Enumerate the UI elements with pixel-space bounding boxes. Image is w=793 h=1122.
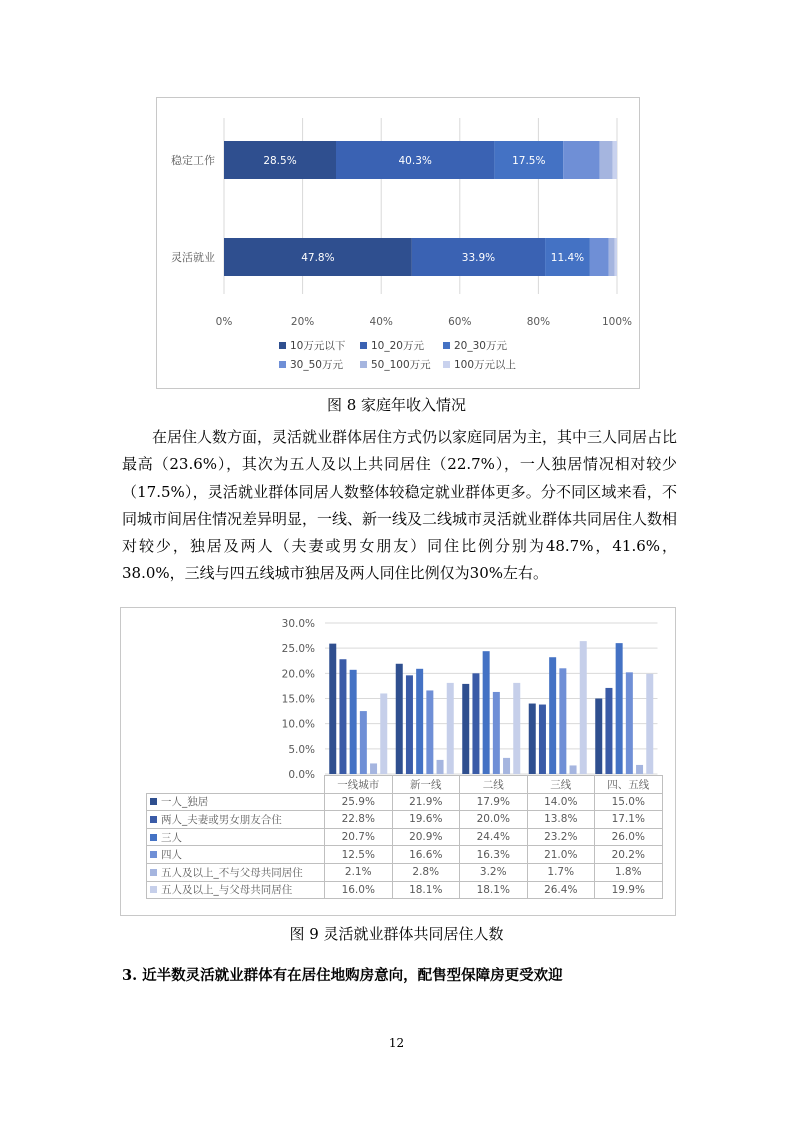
section-heading: 3. 近半数灵活就业群体有在居住地购房意向，配售型保障房更受欢迎 bbox=[122, 967, 563, 984]
column-bar bbox=[360, 711, 367, 774]
table-row bbox=[147, 811, 663, 829]
category-header: 四、五线 bbox=[595, 776, 663, 794]
column-bar bbox=[493, 692, 500, 774]
table-row bbox=[147, 863, 663, 881]
body-paragraph: 在居住人数方面，灵活就业群体居住方式仍以家庭同居为主，其中三人同居占比最高（23.6%），其次为五人及以上共同居住（22.7%），一人独居情况相对较少（17.5%），灵活就业群体同居人数整体较稳定就业群体更多。分不同区域来看，不同城市间居住情况差异明显，一线、新一线及二线城市灵活就业群体共同居住人数相对较少，独居及两人（夫妻或男女朋友）同住比例分别为48.7%，41.6%，38.0%，三线与四五线城市独居及两人同住比例仅为30%左右。 bbox=[122, 428, 678, 583]
data-label: 40.3% bbox=[398, 155, 432, 167]
table-cell: 1.8% bbox=[595, 863, 663, 881]
y-tick-label: 20.0% bbox=[281, 668, 315, 681]
y-tick-label: 5.0% bbox=[288, 743, 315, 756]
x-tick-label: 20% bbox=[290, 316, 315, 328]
data-label: 28.5% bbox=[263, 155, 297, 167]
column-bar bbox=[595, 699, 602, 775]
legend-swatch bbox=[360, 361, 367, 368]
legend-label: 50_100万元 bbox=[371, 359, 431, 371]
table-cell: 23.2% bbox=[527, 828, 595, 846]
column-bar bbox=[605, 688, 612, 774]
table-cell: 17.1% bbox=[595, 811, 663, 829]
legend-swatch bbox=[279, 361, 286, 368]
x-tick-label: 80% bbox=[526, 316, 551, 328]
y-tick-label: 0.0% bbox=[288, 769, 315, 778]
table-corner bbox=[147, 776, 325, 794]
bar-segment bbox=[613, 141, 617, 179]
table-cell: 20.0% bbox=[460, 811, 528, 829]
y-tick-label: 15.0% bbox=[281, 693, 315, 706]
column-bar bbox=[513, 683, 520, 774]
legend-swatch bbox=[443, 342, 450, 349]
legend-swatch bbox=[150, 869, 157, 876]
column-bar bbox=[406, 675, 413, 774]
column-bar bbox=[339, 659, 346, 774]
household-size-bar-chart bbox=[121, 608, 675, 778]
legend-label: 10万元以下 bbox=[290, 340, 346, 352]
data-label: 17.5% bbox=[512, 155, 546, 167]
table-cell: 2.8% bbox=[392, 863, 460, 881]
figure9-data-table bbox=[146, 775, 663, 899]
table-cell: 20.9% bbox=[392, 828, 460, 846]
table-cell: 20.2% bbox=[595, 846, 663, 864]
table-cell: 22.8% bbox=[325, 811, 393, 829]
table-cell: 14.0% bbox=[527, 793, 595, 811]
table-cell: 19.6% bbox=[392, 811, 460, 829]
data-label: 11.4% bbox=[550, 252, 585, 264]
category-header: 新一线 bbox=[392, 776, 460, 794]
legend-swatch bbox=[279, 342, 286, 349]
table-cell: 25.9% bbox=[325, 793, 393, 811]
column-bar bbox=[416, 669, 423, 774]
table-cell: 17.9% bbox=[460, 793, 528, 811]
x-tick-label: 100% bbox=[601, 316, 633, 328]
y-tick-label: 10.0% bbox=[281, 718, 315, 731]
series-label: 两人_夫妻或男女朋友合住 bbox=[147, 811, 325, 829]
column-bar bbox=[559, 668, 566, 774]
bar-segment bbox=[600, 141, 613, 179]
column-bar bbox=[329, 644, 336, 774]
series-label: 三人 bbox=[147, 828, 325, 846]
legend-swatch bbox=[150, 834, 157, 841]
table-cell: 18.1% bbox=[392, 881, 460, 899]
category-label: 灵活就业 bbox=[171, 251, 215, 264]
column-bar bbox=[472, 673, 479, 774]
column-bar bbox=[462, 684, 469, 774]
table-cell: 26.0% bbox=[595, 828, 663, 846]
figure8-caption: 图 8 家庭年收入情况 bbox=[326, 396, 467, 414]
x-tick-label: 60% bbox=[448, 316, 472, 328]
series-label: 四人 bbox=[147, 846, 325, 864]
bar-segment bbox=[563, 141, 600, 179]
legend-swatch bbox=[150, 798, 157, 805]
series-label: 一人_独居 bbox=[147, 793, 325, 811]
figure8-frame bbox=[156, 97, 640, 389]
column-bar bbox=[539, 705, 546, 774]
column-bar bbox=[447, 683, 454, 774]
table-cell: 18.1% bbox=[460, 881, 528, 899]
bar-segment bbox=[615, 238, 617, 276]
column-bar bbox=[437, 760, 444, 774]
series-label: 五人及以上_不与父母共同居住 bbox=[147, 863, 325, 881]
table-row bbox=[147, 881, 663, 899]
column-bar bbox=[580, 641, 587, 774]
column-bar bbox=[529, 704, 536, 774]
table-cell: 26.4% bbox=[527, 881, 595, 899]
data-label: 47.8% bbox=[301, 252, 335, 264]
legend-swatch bbox=[150, 816, 157, 823]
bar-segment bbox=[590, 238, 609, 276]
column-bar bbox=[396, 664, 403, 774]
column-bar bbox=[370, 763, 377, 774]
table-cell: 24.4% bbox=[460, 828, 528, 846]
table-cell: 1.7% bbox=[527, 863, 595, 881]
column-bar bbox=[503, 758, 510, 774]
column-bar bbox=[570, 765, 577, 774]
legend-swatch bbox=[360, 342, 367, 349]
column-bar bbox=[426, 690, 433, 774]
y-tick-label: 25.0% bbox=[281, 643, 315, 656]
page-number: 12 bbox=[388, 1036, 405, 1050]
legend-swatch bbox=[150, 851, 157, 858]
column-bar bbox=[350, 670, 357, 774]
legend-label: 20_30万元 bbox=[454, 340, 507, 352]
figure9-caption: 图 9 灵活就业群体共同居住人数 bbox=[289, 925, 504, 943]
table-cell: 16.3% bbox=[460, 846, 528, 864]
data-label: 33.9% bbox=[461, 252, 496, 264]
table-cell: 2.1% bbox=[325, 863, 393, 881]
series-label: 五人及以上_与父母共同居住 bbox=[147, 881, 325, 899]
table-cell: 16.6% bbox=[392, 846, 460, 864]
table-row bbox=[147, 793, 663, 811]
category-header: 三线 bbox=[527, 776, 595, 794]
category-header: 二线 bbox=[460, 776, 528, 794]
bar-segment bbox=[609, 238, 615, 276]
table-cell: 20.7% bbox=[325, 828, 393, 846]
column-bar bbox=[636, 765, 643, 774]
column-bar bbox=[616, 643, 623, 774]
column-bar bbox=[380, 693, 387, 774]
column-bar bbox=[549, 657, 556, 774]
category-label: 稳定工作 bbox=[171, 154, 215, 167]
legend-label: 10_20万元 bbox=[371, 340, 424, 352]
column-bar bbox=[646, 674, 653, 774]
table-row bbox=[147, 828, 663, 846]
table-cell: 13.8% bbox=[527, 811, 595, 829]
table-cell: 19.9% bbox=[595, 881, 663, 899]
table-cell: 21.0% bbox=[527, 846, 595, 864]
income-stacked-bar-chart bbox=[157, 98, 639, 388]
y-tick-label: 30.0% bbox=[281, 618, 315, 630]
table-cell: 15.0% bbox=[595, 793, 663, 811]
legend-label: 30_50万元 bbox=[290, 359, 343, 371]
legend-swatch bbox=[443, 361, 450, 368]
legend-swatch bbox=[150, 886, 157, 893]
x-tick-label: 40% bbox=[369, 316, 393, 328]
table-row bbox=[147, 846, 663, 864]
table-cell: 12.5% bbox=[325, 846, 393, 864]
legend-label: 100万元以上 bbox=[454, 359, 517, 371]
table-cell: 16.0% bbox=[325, 881, 393, 899]
table-cell: 3.2% bbox=[460, 863, 528, 881]
table-cell: 21.9% bbox=[392, 793, 460, 811]
category-header: 一线城市 bbox=[325, 776, 393, 794]
column-bar bbox=[626, 672, 633, 774]
x-tick-label: 0% bbox=[215, 316, 233, 328]
column-bar bbox=[483, 651, 490, 774]
